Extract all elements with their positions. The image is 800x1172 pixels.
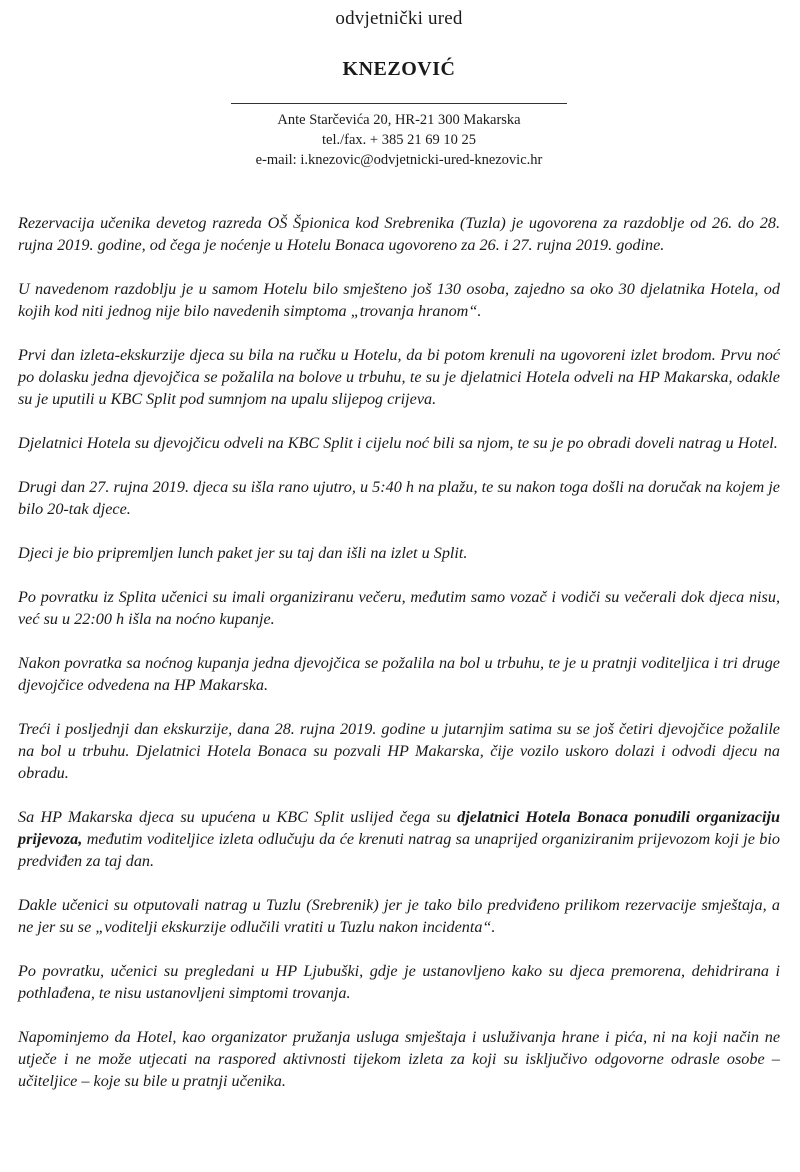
paragraph: Prvi dan izleta-ekskurzije djeca su bila na ručku u Hotelu, da bi potom krenuli na ugovoreni izlet brodom. Prvu noć po dolasku jedna djevojčica se požalila na bolove u trbuhu, te su je djelatnici Hotela odveli na HP Makarska, odakle su je uputili u KBC Split pod sumnjom na upalu slijepog crijeva. — [18, 346, 780, 408]
phone-line: tel./fax. + 385 21 69 10 25 — [322, 132, 476, 148]
email-line: e-mail: i.knezovic@odvjetnicki-ured-knezovic.hr — [255, 152, 543, 168]
paragraph: Treći i posljednji dan ekskurzije, dana 28. rujna 2019. godine u jutarnjim satima su se još četiri djevojčice požalile na bol u trbuhu. Djelatnici Hotela Bonaca su pozvali HP Makarska, čije vozilo uskoro dolazi i odvodi djecu na obradu. — [18, 720, 780, 782]
letterhead-divider — [231, 103, 567, 104]
paragraph: Djeci je bio pripremljen lunch paket jer su taj dan išli na izlet u Split. — [18, 544, 468, 562]
paragraph-text: Sa HP Makarska djeca su upućena u KBC Split uslijed čega su — [18, 808, 458, 826]
letter-body — [18, 212, 780, 1092]
paragraph: Nakon povratka sa noćnog kupanja jedna djevojčica se požalila na bol u trbuhu, te je u pratnji voditeljica i tri druge djevojčice odvedena na HP Makarska. — [18, 654, 780, 694]
address-line: Ante Starčevića 20, HR-21 300 Makarska — [277, 112, 521, 128]
letterhead — [18, 0, 780, 170]
paragraph-bold-text: djelatnici Hotela Bonaca ponudili organizaciju prijevoza, — [18, 808, 780, 848]
firm-name: KNEZOVIĆ — [342, 58, 456, 80]
paragraph: Napominjemo da Hotel, kao organizator pružanja usluga smještaja i usluživanja hrane i pića, ni na koji način ne utječe i ne može utjecati na raspored aktivnosti tijekom izleta za koji su isključivo odgovorne odrasle osobe – učiteljice – koje su bile u pratnji učenika. — [18, 1028, 780, 1090]
contact-block — [18, 110, 780, 170]
paragraph: U navedenom razdoblju je u samom Hotelu bilo smješteno još 130 osoba, zajedno sa oko 30 djelatnika Hotela, od kojih kod niti jednog nije bilo navedenih simptoma „trovanja hranom“. — [18, 280, 780, 320]
paragraph: Djelatnici Hotela su djevojčicu odveli na KBC Split i cijelu noć bili sa njom, te su je po obradi doveli natrag u Hotel. — [18, 434, 778, 452]
office-label: odvjetnički ured — [335, 8, 463, 29]
paragraph: Po povratku iz Splita učenici su imali organiziranu večeru, međutim samo vozač i vodiči su večerali dok djeca nisu, već su u 22:00 h išla na noćno kupanje. — [18, 588, 780, 628]
paragraph: Rezervacija učenika devetog razreda OŠ Špionica kod Srebrenika (Tuzla) je ugovorena za razdoblje od 26. do 28. rujna 2019. godine, od čega je noćenje u Hotelu Bonaca ugovoreno za 26. i 27. rujna 2019. godine. — [18, 214, 780, 254]
paragraph: Drugi dan 27. rujna 2019. djeca su išla rano ujutro, u 5:40 h na plažu, te su nakon toga došli na doručak na kojem je bilo 20-tak djece. — [18, 478, 780, 518]
paragraph: Po povratku, učenici su pregledani u HP Ljubuški, gdje je ustanovljeno kako su djeca premorena, dehidrirana i pothlađena, te nisu ustanovljeni simptomi trovanja. — [18, 962, 780, 1002]
paragraph: Dakle učenici su otputovali natrag u Tuzlu (Srebrenik) jer je tako bilo predviđeno prilikom rezervacije smještaja, a ne jer su se „voditelji ekskurzije odlučili vratiti u Tuzlu nakon incidenta“. — [18, 896, 780, 936]
paragraph-transport — [18, 806, 780, 872]
paragraph-text: međutim voditeljice izleta odlučuju da će krenuti natrag sa unaprijed organiziranim prijevozom koji je bio predviđen za taj dan. — [18, 830, 780, 870]
